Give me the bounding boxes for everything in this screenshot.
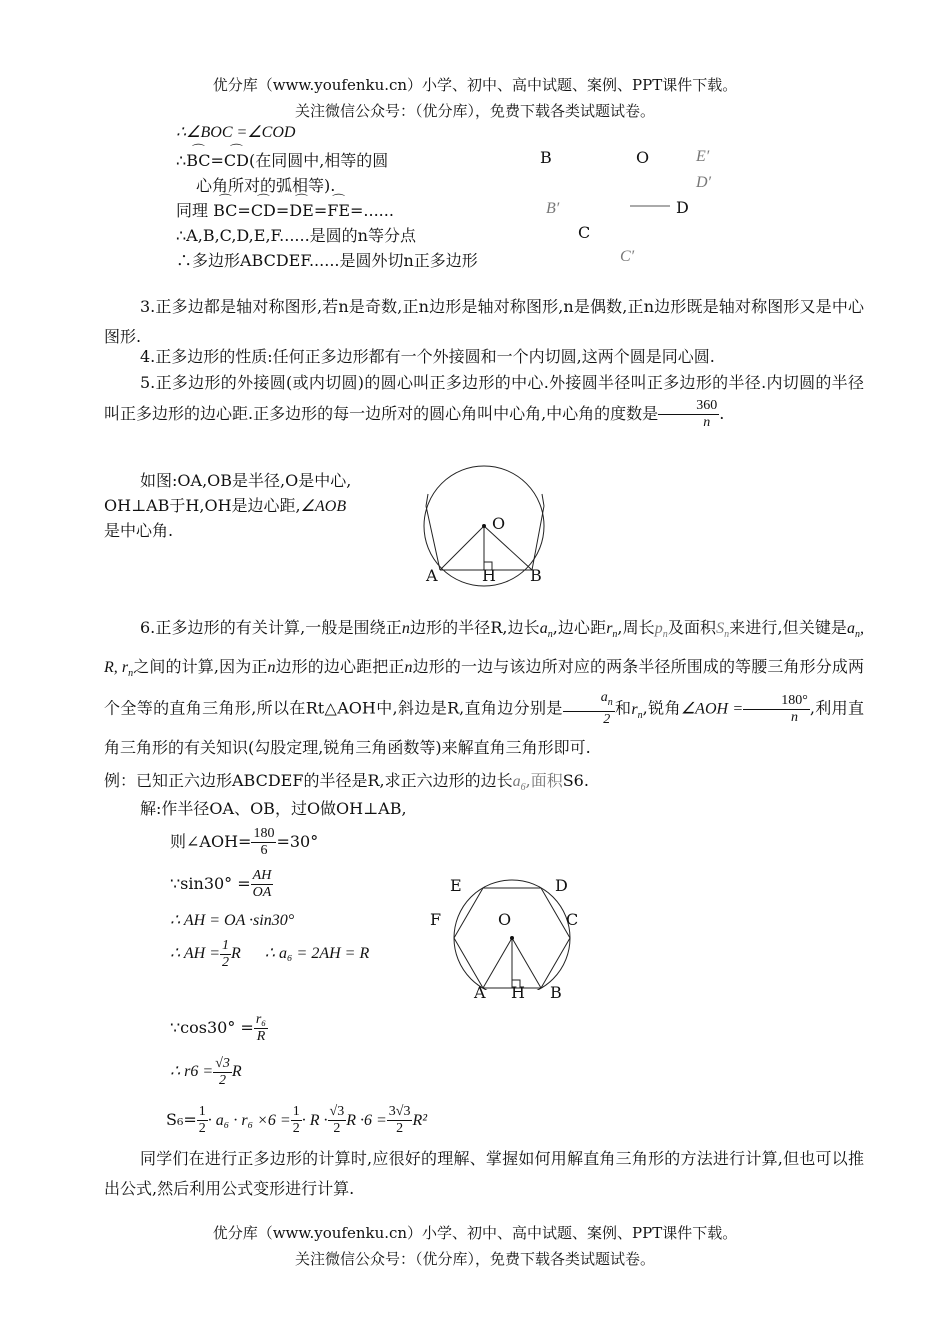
fraction-180-n [743,693,810,726]
p6-t5: 及面积 [667,618,717,637]
fraction-sqrt3-2 [213,1056,232,1089]
proof-line-6: ∴多边形ABCDEF......是圆外切n正多边形 [176,251,478,270]
f1-num-base: a [600,690,608,706]
sol-l8e: R² [412,1112,428,1129]
p6-n: n [401,620,410,637]
arc-de: ⌒ DE [289,201,314,220]
sol-l2a: 则∠AOH= [170,832,252,851]
sol-l5f-den: 2 [222,955,230,970]
solution-line-6 [170,1012,268,1045]
paragraph-4: 4.正多边形的性质:任何正多边形都有一个外接圆和一个内切圆,这两个圆是同心圆. [140,347,715,366]
example-line [104,768,589,793]
fig1-label-c: C [578,223,591,242]
sol-l2f-num: 180 [253,826,275,841]
p6-t6: 来进行,但关键是 [729,618,848,637]
p6-t10: 和 [614,698,632,718]
similarly: 同理 [176,201,209,220]
fig2-label-o: O [492,514,506,533]
sol-l5b: R [231,945,241,963]
sol-l7f-num: √3 [215,1056,230,1071]
fig3-label-h: H [511,983,525,1002]
sol-l8a: S₆= [166,1110,197,1129]
sol-l7f-den: 2 [219,1073,227,1088]
p6-m2: , R, $r_n$ [104,620,865,680]
p6-t3: ,边心距 [552,618,607,637]
sol-l8c: · R · [301,1112,328,1129]
sol-l8f4-num: 3√3 [388,1104,411,1119]
paragraph-5-text: 5.正多边形的外接圆(或内切圆)的圆心叫正多边形的中心.外接圆半径叫正多边形的半径.内切圆的半径叫正多边形的边心距.正多边形的每一边所对的圆心角叫中心角,中心角的度数是 [104,373,864,423]
p6-sn-base: S [716,620,725,637]
header-line-2: 关注微信公众号：（优分库），免费下载各类试题试卷。 [294,102,655,120]
angle-aob: ∠AOB [300,498,347,515]
solution-line-7 [170,1056,242,1089]
fraction-1-2 [220,938,231,971]
fraction-360-n [658,398,719,431]
example-a6-base: a [512,773,521,790]
sol-l8f1-num: 1 [198,1104,206,1119]
paragraph-6 [104,612,864,764]
example-s6: S6. [562,771,589,790]
fig1-label-b: B [540,148,552,167]
frac-num: 360 [658,398,719,415]
header-line-1: 优分库（www.youfenku.cn）小学、初中、高中试题、案例、PPT课件下载。 [212,76,738,94]
p6-m1: $a_n$ [847,620,861,641]
fig3-label-a: A [474,983,486,1002]
fig3-label-e: E [450,876,462,895]
sol-l7b: R [231,1063,242,1081]
sol-l6f-num: r₆ [255,1012,267,1027]
fig1-label-d-prime: D′ [696,174,712,191]
p6-t11: ,锐角 [642,698,681,718]
p6-m1-base: a [847,620,856,637]
arc-bc-2: ⌒ BC [213,201,237,220]
fraction-ah-oa [251,868,274,901]
arc-bc: ⌒ BC [186,151,210,170]
sol-l5f-num: 1 [222,938,230,953]
example-area: ,面积 [525,771,563,790]
p6-pn-base: p [654,620,663,637]
fig2-label-h: H [482,566,496,585]
sol-l8f4-den: 2 [396,1121,404,1136]
period: . [719,404,725,423]
sol-l5c: ∴ a₆ = 2AH = R [264,945,370,963]
arc-cd: ⌒ CD [224,151,249,170]
arc-fe: ⌒ FE [327,201,350,220]
fraction-3sqrt3-2 [387,1104,413,1137]
p6-t7: 之间的计算,因为正 [133,657,268,677]
sol-l7a: ∴ r6 = [170,1063,214,1081]
fig3-label-o: O [498,910,512,929]
sol-l3f-num: AH [252,868,272,883]
fig1-label-o: O [636,148,650,167]
fig3-label-c: C [566,910,579,929]
ellipsis: =...... [350,201,394,220]
solution-line-1: 解:作半径OA、OB，过O做OH⊥AB, [140,799,407,818]
fig2-label-a: A [426,566,438,585]
paragraph-5 [104,368,864,431]
proof-line-2 [176,148,388,171]
as-figure-line-3: 是中心角. [104,521,174,540]
fraction-half-1 [197,1104,208,1137]
fig3-label-f: F [430,910,442,929]
p6-angle: ∠AOH = [680,700,744,718]
proof-line-4: 同理 ⌒ BC=⌒ CD=⌒ DE=⌒ FE=...... [176,198,394,221]
p6-t12: ,利用直角三角形的有关知识(勾股定理,锐角三角函数等)来解直角三角形即可. [104,698,864,757]
sol-l2f-den: 6 [260,843,268,858]
sol-l6a: ∵cos30° = [170,1018,254,1037]
fig1-label-c-prime: C′ [620,248,635,265]
sol-l8f3-num: √3 [329,1104,345,1119]
fraction-r6-r [254,1012,268,1045]
as-figure-line-1: 如图:OA,OB是半径,O是中心, [140,471,352,490]
p6-m2-base: , R, r [104,620,865,677]
fig3-label-d: D [555,876,568,895]
f1-num: $a_n$ [563,690,615,712]
sol-l3f-den: OA [252,885,272,900]
p6-rn-2: $r_n$ [631,700,643,721]
proof-line-5: ∴A,B,C,D,E,F......是圆的n等分点 [176,226,416,245]
sol-l3a: ∵sin30° = [170,874,251,893]
as-figure-line-2-text: OH⊥AB于H,OH是边心距, [104,496,301,515]
sol-l5a: ∴ AH = [170,945,221,963]
arc-cd-2: ⌒ CD [251,201,276,220]
footer-line-2: 关注微信公众号：（优分库），免费下载各类试题试卷。 [294,1250,655,1268]
fig1-label-b-prime: B′ [546,200,560,217]
fig1-segment [628,196,676,216]
fig1-label-e-prime: E′ [696,148,710,165]
solution-line-4: ∴ AH = OA ·sin30° [170,912,295,929]
f1-den: 2 [603,712,611,728]
p6-t8: 边形的边心距把正 [275,657,405,677]
p6-sn: $S_n$ [716,620,730,641]
example-text: 例：已知正六边形ABCDEF的半径是R,求正六边形的边长 [104,771,513,790]
sol-l8f2-den: 2 [292,1121,300,1136]
p6-t9: 边形的一边与该边所对应的两条半径所围成的等腰三角形分成两个全等的直角三角形,所以在Rt△AOH中,斜边是R,直角边分别是 [104,657,864,718]
sol-l8d: R ·6 = [346,1112,387,1129]
p6-an: $a_n$ [539,620,553,641]
p6-rn2-base: r [631,700,638,718]
fraction-180-6 [251,826,276,859]
f2-den: n [791,709,799,725]
as-figure-line-2 [104,493,346,516]
fig2-label-b: B [530,566,542,585]
proof-reason: (在同圆中,相等的圆 [248,151,389,170]
f2-num: 180° [743,693,810,710]
fraction-sqrt3-2b [328,1104,347,1137]
fig1-label-d: D [676,198,689,217]
fraction-an-2 [563,690,615,728]
p6-pn: $p_n$ [654,620,668,641]
p6-n-2: n [267,659,276,677]
eq: = [210,151,224,170]
p6-rn: $r_n$ [606,620,618,641]
proof-line-3: 心角所对的弧相等). [196,176,336,195]
solution-line-8 [166,1104,427,1137]
sol-l8f1-den: 2 [198,1121,206,1136]
sol-l6f-den: R [256,1029,266,1044]
footer-line-1: 优分库（www.youfenku.cn）小学、初中、高中试题、案例、PPT课件下载。 [212,1224,738,1242]
solution-line-3 [170,868,273,901]
conclusion-paragraph: 同学们在进行正多边形的计算时,应很好的理解、掌握如何用解直角三角形的方法进行计算,但也可以推出公式,然后利用公式变形进行计算. [104,1149,864,1198]
sol-l8f3-den: 2 [333,1121,341,1136]
p6-an-base: a [539,620,548,637]
p6-rn-base: r [606,620,613,637]
sol-l2b: =30° [276,832,319,851]
solution-line-2 [170,826,318,859]
fraction-half-2 [291,1104,302,1137]
sol-l8f2-num: 1 [292,1104,300,1119]
p6-n-3: n [404,659,413,677]
sol-l8b: · a₆ · r₆ ×6 = [207,1112,291,1129]
frac-den: n [703,415,711,430]
therefore: ∴ [176,151,187,170]
paragraph-3: 3.正多边都是轴对称图形,若n是奇数,正n边形是轴对称图形,n是偶数,正n边形既是轴对称图形又是中心图形. [104,297,864,346]
p6-t2: 边形的半径R,边长 [409,618,540,637]
solution-line-5 [170,938,369,971]
p6-t4: ,周长 [617,618,655,637]
p6-t1: 6.正多边形的有关计算,一般是围绕正 [140,618,402,637]
fig3-label-b: B [550,983,562,1002]
proof-line-1: ∴∠BOC =∠COD [176,124,296,141]
example-a6: $a_6$ [512,773,526,794]
